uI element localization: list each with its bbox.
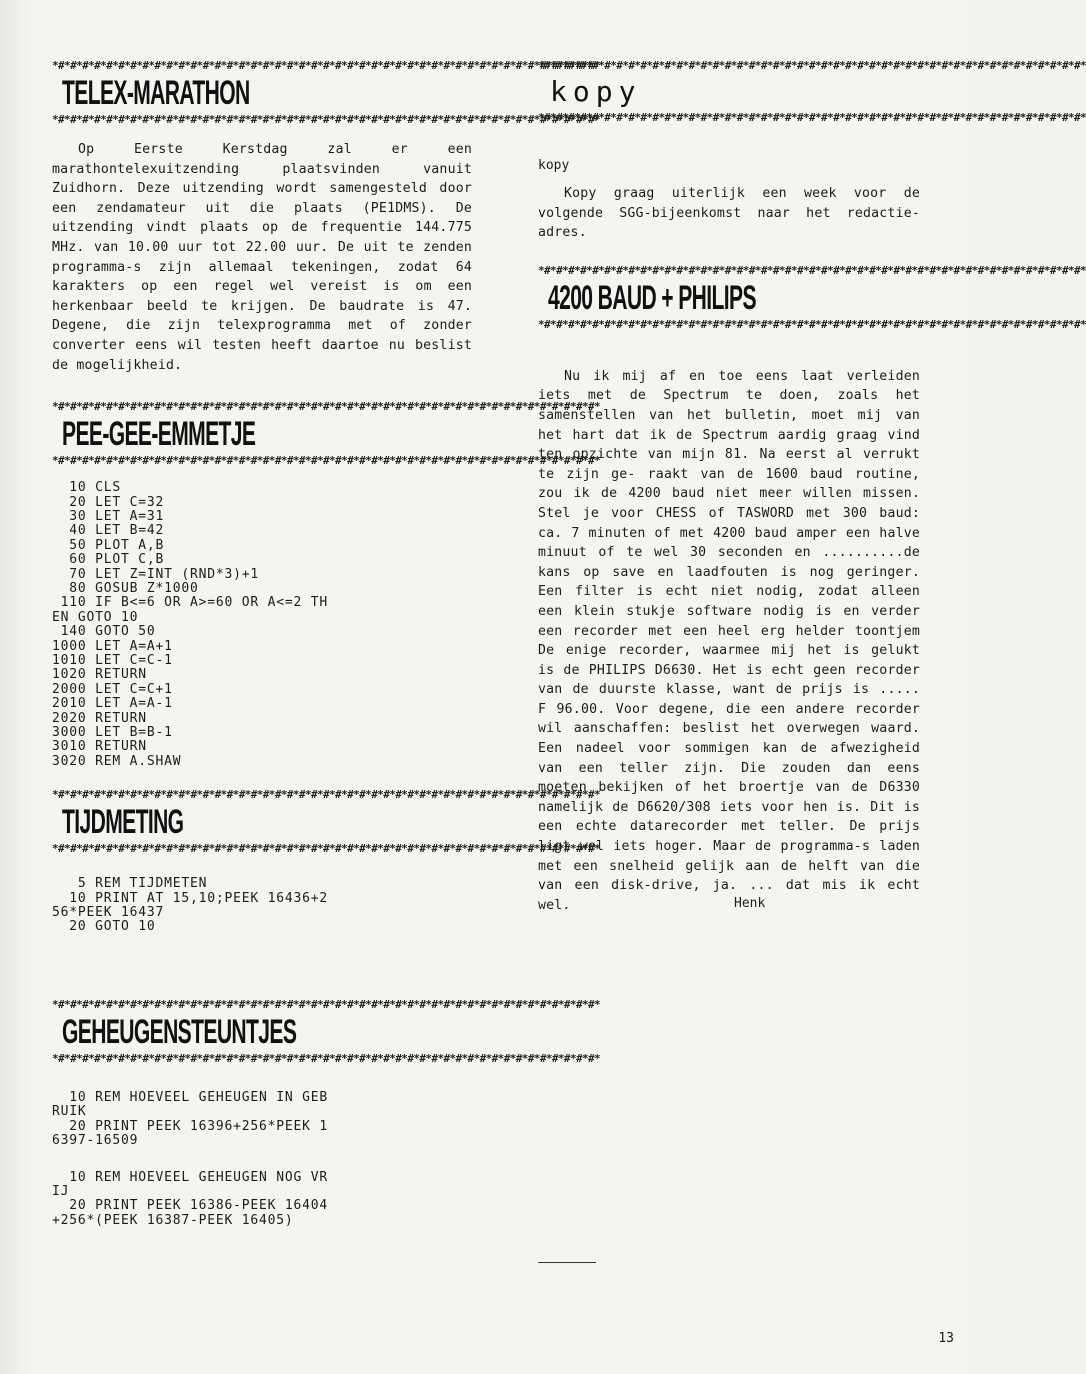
telex-marathon-body: Op Eerste Kerstdag zal er een marathontelexuitzending plaatsvinden vanuit Zuidhorn. Deze uitzending wordt samengesteld door een zendamateur uit die plaats (PE1DMS). De uitzending vindt plaats op de frequentie 144.775 MHz. van 10.00 uur tot 22.00 uur. De uit te zenden programma-s zijn allemaal tekeningen, zodat 64 karakters op een regel wel vereist is om een herkenbaar beeld te krijgen. De baudrate is 47. Degene, die zijn telexprogramma met of zonder converter eens wil testen heeft daartoe nu beslist de mogelijkheid. [52,142,472,373]
star-divider: *#*#*#*#*#*#*#*#*#*#*#*#*#*#*#*#*#*#*#*#*#*#*#*#*#*#*#*#*#*#*#*#*#*#*#*#*#*#*#*#*#*#*#*#*#* [538,263,1086,277]
kopy-article [538,59,1086,243]
geheugensteuntjes-heading: GEHEUGENSTEUNTJES [62,1012,297,1051]
star-divider: *#*#*#*#*#*#*#*#*#*#*#*#*#*#*#*#*#*#*#*#*#*#*#*#*#*#*#*#*#*#*#*#*#*#*#*#*#*#*#*#*#*#*#*#*#* [52,997,601,1011]
kopy-body: Kopy graag uiterlijk een week voor de volgende SGG-bijeenkomst naar het redactie- adres. [538,186,920,241]
star-divider: *#*#*#*#*#*#*#*#*#*#*#*#*#*#*#*#*#*#*#*#*#*#*#*#*#*#*#*#*#*#*#*#*#*#*#*#*#*#*#*#*#*#*#*#*#* [52,842,601,856]
kopy-label: kopy [538,158,570,173]
kopy-heading: kopy [550,75,642,108]
tijdmeting-article [52,788,601,935]
star-divider: *#*#*#*#*#*#*#*#*#*#*#*#*#*#*#*#*#*#*#*#*#*#*#*#*#*#*#*#*#*#*#*#*#*#*#*#*#*#*#*#*#*#*#*#*#* [52,788,601,802]
baud-philips-body: Nu ik mij af en toe eens laat verleiden iets met de Spectrum te doen, zoals het samenstellen van het bulletin, moet mij van het hart dat ik de Spectrum aardig graag vind ten opzichte van mijn 81. Na eerst al verrukt te zijn ge- raakt van de 1600 baud routine, zou ik de 4200 baud niet meer willen missen. Stel je voor CHESS of TASWORD met 300 baud: ca. 7 minuten of met 4200 baud amper een halve minuut of te wel 30 seconden en ..........de kans op save en laadfouten is nog geringer. Een filter is echt niet nodig, zodat alleen een klein stukje software nodig is en verder een recorder met een heel erg helder toontjem De enige recorder, waarmee mij het is gelukt is de PHILIPS D6630. Het is echt geen recorder van de duurste klasse, want de prijs is ..... F 96.00. Voor degene, die een andere recorder wil aanschaffen: beslist het overwegen waard. Een nadeel voor sommigen kan de afwezigheid van een teller zijn. Die zouden dan eens moeten bekijken of het broertje van de D6330 namelijk de D6620/308 iets voor hen is. Dit is een echte datarecorder met teller. De prijs ligt wel iets hoger. Maar de programma-s laden met een snelheid gelijk aan de helft van die van een disk-drive, ja. ... dat mis ik echt wel. [538,368,920,913]
right-column [538,59,1086,913]
tijdmeting-heading: TIJDMETING [62,803,184,842]
star-divider: *#*#*#*#*#*#*#*#*#*#*#*#*#*#*#*#*#*#*#*#*#*#*#*#*#*#*#*#*#*#*#*#*#*#*#*#*#*#*#*#*#*#*#*#*#* [52,1051,601,1065]
geheugen-in-gebruik-listing: 10 REM HOEVEEL GEHEUGEN IN GEB RUIK 20 PRINT PEEK 16396+256*PEEK 1 6397-16509 [52,1089,329,1149]
signature: Henk [734,896,766,912]
geheugensteuntjes-article [52,997,601,1228]
star-divider: *#*#*#*#*#*#*#*#*#*#*#*#*#*#*#*#*#*#*#*#*#*#*#*#*#*#*#*#*#*#*#*#*#*#*#*#*#*#*#*#*#*#*#*#*#* [52,59,601,72]
pee-gee-emmetje-article [52,400,601,769]
star-divider: *#*#*#*#*#*#*#*#*#*#*#*#*#*#*#*#*#*#*#*#*#*#*#*#*#*#*#*#*#*#*#*#*#*#*#*#*#*#*#*#*#*#*#*#*#* [52,113,601,126]
star-divider: *#*#*#*#*#*#*#*#*#*#*#*#*#*#*#*#*#*#*#*#*#*#*#*#*#*#*#*#*#*#*#*#*#*#*#*#*#*#*#*#*#*#*#*#*#* [538,59,1086,72]
telex-marathon-heading: TELEX-MARATHON [62,74,250,112]
geheugen-nog-vrij-listing: 10 REM HOEVEEL GEHEUGEN NOG VR IJ 20 PRINT PEEK 16386-PEEK 16404 +256*(PEEK 16387-PEEK 16405) [52,1169,329,1228]
star-divider: *#*#*#*#*#*#*#*#*#*#*#*#*#*#*#*#*#*#*#*#*#*#*#*#*#*#*#*#*#*#*#*#*#*#*#*#*#*#*#*#*#*#*#*#*#* [538,111,1086,124]
end-rule [538,1262,596,1263]
star-divider: *#*#*#*#*#*#*#*#*#*#*#*#*#*#*#*#*#*#*#*#*#*#*#*#*#*#*#*#*#*#*#*#*#*#*#*#*#*#*#*#*#*#*#*#*#* [52,400,601,414]
page-number: 13 [938,1331,954,1346]
pee-gee-emmetje-heading: PEE-GEE-EMMETJE [62,415,256,454]
star-divider: *#*#*#*#*#*#*#*#*#*#*#*#*#*#*#*#*#*#*#*#*#*#*#*#*#*#*#*#*#*#*#*#*#*#*#*#*#*#*#*#*#*#*#*#*#* [538,317,1086,331]
star-divider: *#*#*#*#*#*#*#*#*#*#*#*#*#*#*#*#*#*#*#*#*#*#*#*#*#*#*#*#*#*#*#*#*#*#*#*#*#*#*#*#*#*#*#*#*#* [52,454,601,468]
pee-gee-emmetje-listing: 10 CLS 20 LET C=32 30 LET A=31 40 LET B=42 50 PLOT A,B 60 PLOT C,B 70 LET Z=INT (RND*3)+1 80 GOSUB Z*1000 110 IF B<=6 OR A>=60 OR A<=2 TH EN GOTO 10 140 GOTO 50 1000 LET A=A+1 1010 LET C=C-1 1020 RETURN 2000 LET C=C+1 2010 LET A=A-1 2020 RETURN 3000 LET B=B-1 3010 RETURN 3020 REM A.SHAW [52,480,329,769]
tijdmeting-listing: 5 REM TIJDMETEN 10 PRINT AT 15,10;PEEK 16436+2 56*PEEK 16437 20 GOTO 10 [52,876,329,935]
baud-philips-article [538,263,1086,913]
baud-philips-heading: 4200 BAUD + PHILIPS [548,278,756,317]
